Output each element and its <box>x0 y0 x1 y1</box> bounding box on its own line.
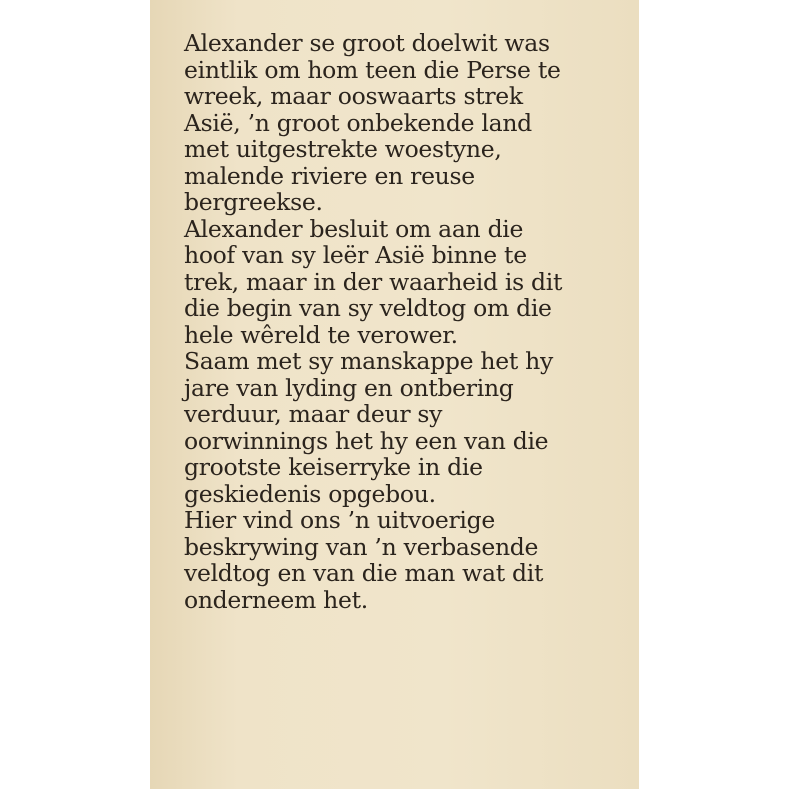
text-line: die begin van sy veldtog om die <box>184 294 552 322</box>
text-line: beskrywing van ’n verbasende <box>184 532 539 561</box>
text-line: Alexander besluit om aan die <box>184 214 524 243</box>
text-line: eintlik om hom teen die Perse te <box>184 55 561 84</box>
text-line: hoof van sy leër Asië binne te <box>184 241 527 269</box>
blurb-text <box>184 30 624 613</box>
text-line: trek, maar in der waarheid is dit <box>184 267 563 296</box>
text-line: met uitgestrekte woestyne, <box>184 135 502 163</box>
text-line: Alexander se groot doelwit was <box>184 29 550 57</box>
text-line: onderneem het. <box>184 585 368 614</box>
text-line: oorwinnings het hy een van die <box>184 426 549 455</box>
text-line: Saam met sy manskappe het hy <box>184 347 553 375</box>
text-line: hele wêreld te verower. <box>184 320 458 349</box>
text-line: Hier vind ons ’n uitvoerige <box>184 506 495 534</box>
text-line: wreek, maar ooswaarts strek <box>184 82 523 110</box>
text-line: malende riviere en reuse <box>184 161 475 190</box>
text-line: Asië, ’n groot onbekende land <box>184 108 532 137</box>
text-line: geskiedenis opgebou. <box>184 479 436 508</box>
text-line: grootste keiserryke in die <box>184 453 483 481</box>
book-cover-back <box>150 0 639 789</box>
text-line: jare van lyding en ontbering <box>184 373 514 402</box>
text-line: veldtog en van die man wat dit <box>184 559 544 587</box>
text-line: verduur, maar deur sy <box>184 400 443 428</box>
text-line: bergreekse. <box>184 188 323 216</box>
